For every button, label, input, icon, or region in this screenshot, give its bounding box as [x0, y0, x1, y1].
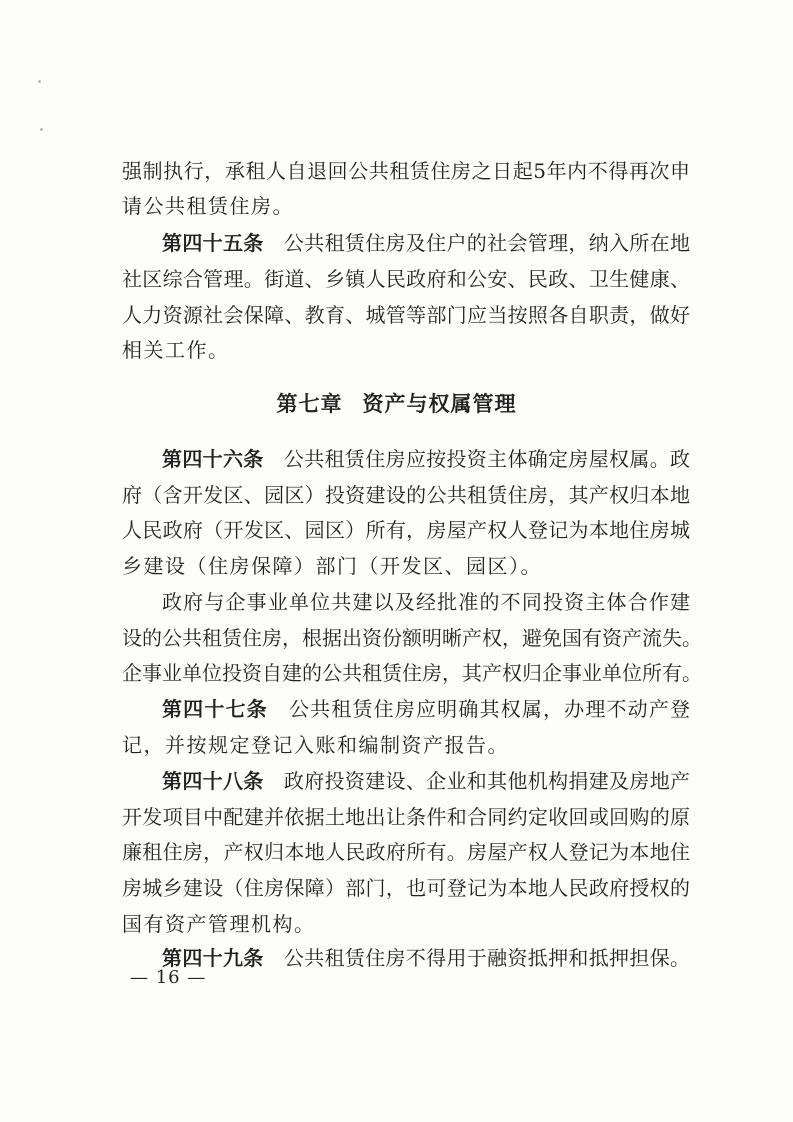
- paragraph-line: [122, 911, 316, 937]
- line-text: 公共租赁住房应明确其权属，办理不动产登: [267, 697, 691, 721]
- line-text: 房城乡建设（住房保障）部门，也可登记为本地人民政府授权的: [122, 876, 690, 900]
- chapter-number: 第七章: [276, 392, 343, 416]
- chapter-title: 资产与权属管理: [362, 392, 517, 416]
- article-49-line: [162, 945, 690, 971]
- paragraph-line: [122, 482, 690, 508]
- scan-speck: [40, 128, 43, 131]
- line-text: 设的公共租赁住房，根据出资份额明晰产权，避免国有资产流失。: [122, 626, 702, 650]
- paragraph-line: [122, 660, 702, 686]
- paragraph-line: [122, 804, 690, 830]
- line-text: 政府投资建设、企业和其他机构捐建及房地产: [263, 769, 691, 793]
- line-text: 相关工作。: [122, 338, 230, 362]
- line-text: 国有资产管理机构。: [122, 912, 316, 936]
- line-text: 人力资源社会保障、教育、城管等部门应当按照各自职责，做好: [122, 303, 690, 327]
- line-text: 公共租赁住房应按投资主体确定房屋权属。政: [263, 447, 691, 471]
- line-text: 强制执行，承租人自退回公共租赁住房之日起5年内不得再次申: [122, 159, 690, 183]
- paragraph-line: [122, 337, 230, 363]
- paragraph-line: [162, 589, 690, 615]
- article-48-line: [162, 768, 690, 794]
- line-text: 请公共租赁住房。: [122, 194, 294, 218]
- page-number: — 16 —: [130, 967, 207, 988]
- line-text: 公共租赁住房不得用于融资抵押和抵押担保。: [263, 946, 691, 970]
- article-number: 第四十九条: [162, 946, 264, 970]
- article-47-line: [162, 696, 690, 722]
- article-number: 第四十六条: [162, 447, 264, 471]
- paragraph-line: [122, 732, 509, 758]
- line-text: 开发项目中配建并依据土地出让条件和合同约定收回或回购的原: [122, 805, 690, 829]
- line-text: 公共租赁住房及住户的社会管理，纳入所在地: [263, 231, 691, 255]
- paragraph-line: [122, 839, 690, 865]
- line-text: 乡建设（住房保障）部门（开发区、园区）。: [122, 554, 542, 578]
- paragraph-line: [122, 625, 702, 651]
- paragraph-line: [122, 517, 690, 543]
- line-text: 记，并按规定登记入账和编制资产报告。: [122, 733, 509, 757]
- paragraph-line: [122, 553, 542, 579]
- line-text: 社区综合管理。街道、乡镇人民政府和公安、民政、卫生健康、: [122, 267, 690, 291]
- line-text: 政府与企事业单位共建以及经批准的不同投资主体合作建: [162, 590, 690, 614]
- article-46-line: [162, 446, 690, 472]
- paragraph-line: [122, 158, 690, 184]
- line-text: 府（含开发区、园区）投资建设的公共租赁住房，其产权归本地: [122, 483, 690, 507]
- article-number: 第四十五条: [162, 231, 264, 255]
- paragraph-line: [122, 875, 690, 901]
- line-text: 廉租住房，产权归本地人民政府所有。房屋产权人登记为本地住: [122, 840, 690, 864]
- article-45-line: [162, 230, 690, 256]
- chapter-heading: [0, 390, 793, 418]
- paragraph-line: [122, 266, 690, 292]
- line-text: 企事业单位投资自建的公共租赁住房，其产权归企事业单位所有。: [122, 661, 702, 685]
- line-text: 人民政府（开发区、园区）所有，房屋产权人登记为本地住房城: [122, 518, 690, 542]
- article-number: 第四十七条: [162, 697, 268, 721]
- paragraph-line: [122, 302, 690, 328]
- scan-speck: [38, 80, 41, 83]
- article-number: 第四十八条: [162, 769, 264, 793]
- paragraph-line: [122, 193, 294, 219]
